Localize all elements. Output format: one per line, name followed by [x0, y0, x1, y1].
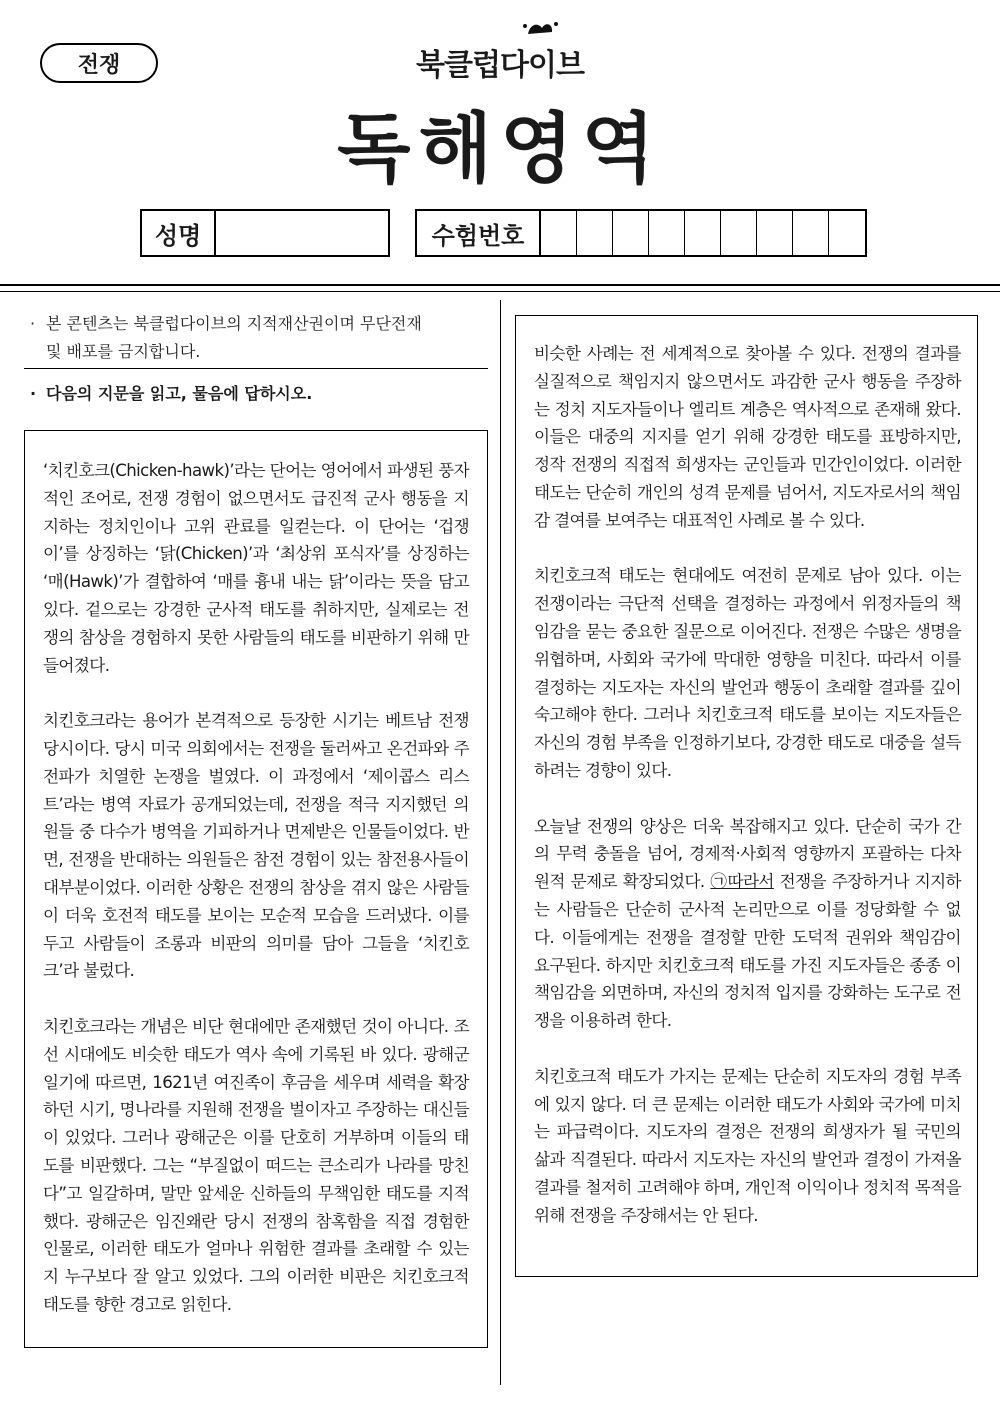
instruction [30, 380, 490, 408]
copyright-line-1: 본 콘텐츠는 북클럽다이브의 지적재산권이며 무단전재 [46, 314, 422, 333]
name-label: 성명 [142, 211, 216, 255]
subject-tag: 전쟁 [40, 43, 158, 83]
exam-number-cell[interactable] [577, 211, 613, 255]
instruction-text: 다음의 지문을 읽고, 물음에 답하시오. [46, 384, 313, 403]
exam-number-box [415, 209, 867, 257]
passage-left-box [24, 430, 488, 1348]
exam-number-cell[interactable] [721, 211, 757, 255]
passage-paragraph: 치킨호크라는 개념은 비단 현대에만 존재했던 것이 아니다. 조선 시대에도 비슷한 태도가 역사 속에 기록된 바 있다. 광해군일기에 따르면, 1621년 여진족이 후금을 세우며 세력을 확장하던 시기, 명나라를 지원해 전쟁을 벌이자고 주장하는 대신들이 있었다. 그러나 광해군은 이를 단호히 거부하며 이들의 태도를 비판했다. 그는 “부질없이 떠드는 큰소리가 나라를 망친다”고 일갈하며, 말만 앞세운 신하들의 무책임한 태도를 지적했다. 광해군은 임진왜란 당시 전쟁의 참혹함을 직접 경험한 인물로, 이러한 태도가 얼마나 위험한 결과를 초래할 수 있는지 누구보다 잘 알고 있었다. 그의 이러한 비판은 치킨호크적 태도를 향한 경고로 읽힌다. [43, 1016, 469, 1314]
brand-logo: 북클럽다이브 [416, 48, 584, 83]
exam-number-cell[interactable] [757, 211, 793, 255]
brand-logo-splash-icon [520, 18, 560, 38]
exam-number-cell[interactable] [829, 211, 865, 255]
passage-paragraph: 치킨호크적 태도가 가지는 문제는 단순히 지도자의 경험 부족에 있지 않다. 더 큰 문제는 이러한 태도가 사회와 국가에 미치는 파급력이다. 지도자의 결정은 전쟁의 희생자가 될 국민의 삶과 직결된다. 따라서 지도자는 자신의 발언과 결정이 가져올 결과를 철저히 고려해야 하며, 개인적 이익이나 정치적 목적을 위해 전쟁을 주장해서는 안 된다. [534, 1066, 961, 1225]
passage-paragraph: 치킨호크라는 용어가 본격적으로 등장한 시기는 베트남 전쟁 당시이다. 당시 미국 의회에서는 전쟁을 둘러싸고 온건파와 주전파가 치열한 논쟁을 벌였다. 이 과정에서 ‘제이콥스 리스트’라는 병역 자료가 공개되었는데, 전쟁을 적극 지지했던 의원들 중 다수가 병역을 기피하거나 면제받은 인물들이었다. 반면, 전쟁을 반대하는 의원들은 참전 경험이 있는 참전용사들이 대부분이었다. 이러한 상황은 전쟁의 참상을 겪지 않은 사람들이 더욱 호전적 태도를 보이는 모순적 모습을 드러냈다. 이를 두고 사람들이 조롱과 비판의 의미를 담아 그들을 ‘치킨호크’라 불렀다. [43, 711, 469, 981]
exam-number-cell[interactable] [613, 211, 649, 255]
exam-number-cell[interactable] [793, 211, 829, 255]
copyright-notice [30, 310, 480, 366]
underlined-marker-1: ㉠따라서 [710, 872, 774, 892]
column-divider [500, 300, 501, 1385]
header-rule-thin [0, 291, 1000, 292]
passage-paragraph [534, 813, 961, 1035]
copyright-line-2: 및 배포를 금지합니다. [46, 342, 201, 361]
bullet-icon: · [30, 384, 37, 403]
bullet-icon: · [30, 314, 36, 333]
header-rule [0, 284, 1000, 286]
name-field[interactable] [216, 211, 388, 255]
passage-paragraph: ‘치킨호크(Chicken-hawk)’라는 단어는 영어에서 파생된 풍자적인 조어로, 전쟁 경험이 없으면서도 급진적 군사 행동을 지지하는 정치인이나 고위 관료를 일컫는다. 이 단어는 ‘겁쟁이’를 상징하는 ‘닭(Chicken)’과 ‘최상위 포식자’를 상징하는 ‘매(Hawk)’가 결합하여 ‘매를 흉내 내는 닭’이라는 뜻을 담고 있다. 겉으로는 강경한 군사적 태도를 취하지만, 실제로는 전쟁의 참상을 경험하지 못한 사람들의 태도를 비판하기 위해 만들어졌다. [43, 461, 469, 675]
passage-paragraph: 치킨호크적 태도는 현대에도 여전히 문제로 남아 있다. 이는 전쟁이라는 극단적 선택을 결정하는 과정에서 위정자들의 책임감을 묻는 중요한 질문으로 이어진다. 전쟁은 수많은 생명을 위협하며, 사회와 국가에 막대한 영향을 미친다. 따라서 이를 결정하는 지도자는 자신의 발언과 행동이 초래할 결과를 깊이 숙고해야 한다. 그러나 치킨호크적 태도를 보이는 지도자들은 자신의 경험 부족을 인정하기보다, 강경한 태도로 대중을 설득하려는 경향이 있다. [534, 566, 961, 780]
exam-number-cell[interactable] [541, 211, 577, 255]
passage-paragraph: 비슷한 사례는 전 세계적으로 찾아볼 수 있다. 전쟁의 결과를 실질적으로 책임지지 않으면서도 과감한 군사 행동을 주장하는 정치 지도자들이나 엘리트 계층은 역사적으로 존재해 왔다. 이들은 대중의 지지를 얻기 위해 강경한 태도를 표방하지만, 정작 전쟁의 직접적 희생자는 군인들과 민간인이었다. 이러한 태도는 단순히 개인의 성격 문제를 넘어서, 지도자로서의 책임감 결여를 보여주는 대표적인 사례로 볼 수 있다. [534, 344, 961, 530]
notice-divider [24, 368, 488, 369]
passage-text: 전쟁을 주장하거나 지지하는 사람들은 단순히 군사적 논리만으로 이를 정당화할 수 없다. 이들에게는 전쟁을 결정할 만한 도덕적 권위와 책임감이 요구된다. 하지만 치킨호크적 태도를 가진 지도자들은 종종 이 책임감을 외면하며, 자신의 정치적 입지를 강화하는 도구로 전쟁을 이용하려 한다. [534, 872, 961, 1031]
page-title: 독해영역 [337, 104, 663, 193]
exam-number-cell[interactable] [649, 211, 685, 255]
passage-right-box [515, 315, 978, 1277]
passage-text: 오늘날 전쟁의 양상은 더욱 복잡해지고 있다. 단순히 국가 간의 무력 충돌을 넘어, 경제적·사회적 영향까지 포괄하는 다차원적 문제로 확장되었다. [534, 816, 961, 892]
name-box [140, 209, 390, 257]
exam-number-label: 수험번호 [417, 211, 541, 255]
exam-number-cell[interactable] [685, 211, 721, 255]
